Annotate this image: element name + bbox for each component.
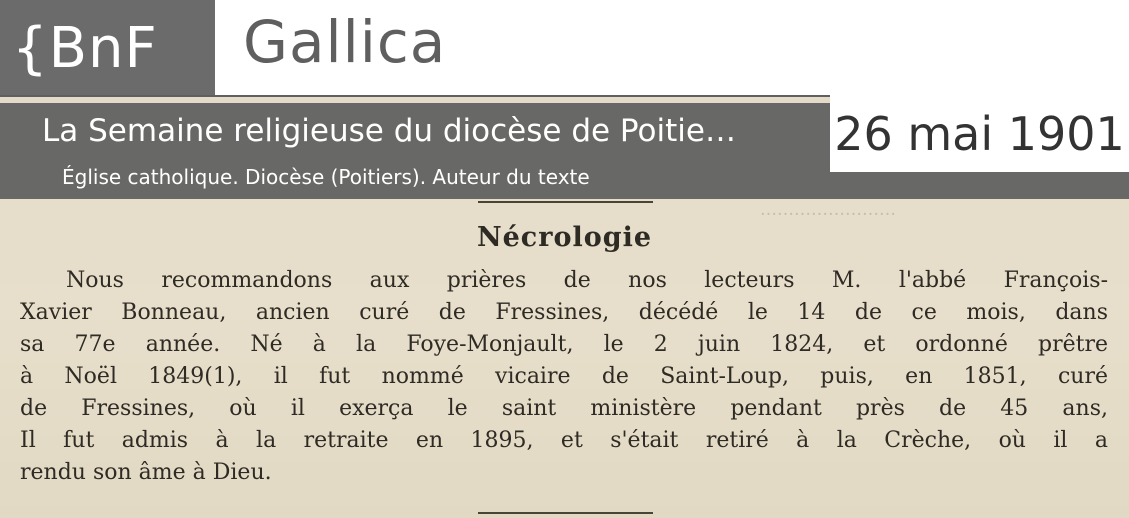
- banner-strip: [830, 172, 1129, 199]
- header-divider: [0, 95, 830, 97]
- gallica-title[interactable]: Gallica: [243, 8, 447, 76]
- document-title[interactable]: La Semaine religieuse du diocèse de Poitie…: [42, 113, 736, 149]
- article-line: rendu son âme à Dieu.: [20, 460, 272, 485]
- bleed-through-text: ……………………: [760, 200, 896, 220]
- article-line: sa 77e année. Né à la Foye-Monjault, le 2 juin 1824, et ordonné prêtre: [20, 332, 1108, 357]
- article-line: Xavier Bonneau, ancien curé de Fressines, décédé le 14 de ce mois, dans: [20, 300, 1108, 325]
- article-body: [20, 265, 1108, 489]
- document-author: Église catholique. Diocèse (Poitiers). Auteur du texte: [62, 165, 590, 189]
- bottom-ornament-rule: [478, 512, 653, 514]
- article-line: de Fressines, où il exerça le saint ministère pendant près de 45 ans,: [20, 396, 1108, 421]
- top-ornament-rule: [478, 201, 653, 203]
- article-line: à Noël 1849(1), il fut nommé vicaire de Saint-Loup, puis, en 1851, curé: [20, 364, 1108, 389]
- issue-date: 26 mai 1901: [830, 96, 1129, 172]
- article-line: Il fut admis à la retraite en 1895, et s'était retiré à la Crèche, où il a: [20, 428, 1108, 453]
- bnf-logo[interactable]: {BnF: [0, 0, 215, 96]
- document-banner: [0, 103, 830, 199]
- article-heading: Nécrologie: [476, 222, 653, 253]
- article-line: Nous recommandons aux prières de nos lecteurs M. l'abbé François-: [66, 268, 1108, 293]
